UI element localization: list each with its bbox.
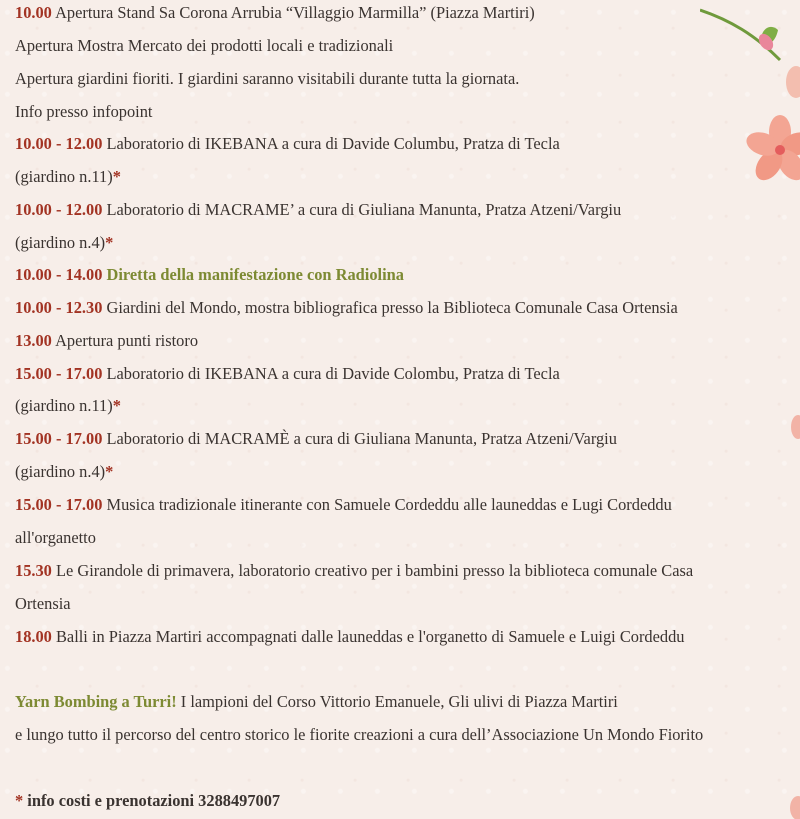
asterisk-mark: *	[105, 462, 114, 481]
event-text: Apertura Stand Sa Corona Arrubia “Villaggio Marmilla” (Piazza Martiri)	[51, 3, 535, 22]
program-line-5	[15, 134, 560, 154]
program-line-18	[15, 561, 693, 581]
event-text: all'organetto	[15, 528, 96, 547]
petal-decoration	[788, 412, 800, 442]
program-line-6	[15, 167, 121, 187]
time-label: 15.00 - 17.00	[15, 495, 103, 514]
petal-decoration	[786, 792, 800, 819]
petal	[786, 66, 800, 98]
program-line-4	[15, 102, 152, 122]
time-label: 13.00	[15, 331, 52, 350]
yarn-bombing-line-1	[15, 692, 618, 712]
event-text: Laboratorio di IKEBANA a cura di Davide Colombu, Pratza di Tecla	[102, 364, 560, 383]
program-line-20	[15, 627, 684, 647]
event-text: Laboratorio di MACRAME’ a cura di Giuliana Manunta, Pratza Atzeni/Vargiu	[102, 200, 622, 219]
asterisk-mark: *	[105, 233, 114, 252]
event-text: Info presso infopoint	[15, 102, 153, 121]
program-line-14	[15, 429, 617, 449]
event-text: Ortensia	[15, 594, 71, 613]
program-line-2	[15, 36, 393, 56]
event-text: (giardino n.4)	[15, 462, 106, 481]
time-label: 10.00	[15, 3, 52, 22]
yarn-bombing-text: e lungo tutto il percorso del centro storico le fiorite creazioni a cura dell’Associazione Un Mondo Fiorito	[15, 725, 704, 744]
program-line-11	[15, 331, 198, 351]
flower-branch-decoration	[700, 0, 800, 190]
yarn-bombing-line-2	[15, 725, 703, 745]
program-line-12	[15, 364, 560, 384]
event-text: Apertura Mostra Mercato dei prodotti locali e tradizionali	[15, 36, 394, 55]
program-line-1	[15, 3, 535, 23]
info-text: info costi e prenotazioni 3288497007	[23, 791, 281, 810]
asterisk-mark: *	[112, 396, 121, 415]
event-text: (giardino n.11)	[15, 396, 113, 415]
program-line-10	[15, 298, 678, 318]
time-label: 18.00	[15, 627, 52, 646]
program-line-17	[15, 528, 96, 548]
program-line-19	[15, 594, 71, 614]
yarn-bombing-text: I lampioni del Corso Vittorio Emanuele, Gli ulivi di Piazza Martiri	[176, 692, 618, 711]
event-text: Balli in Piazza Martiri accompagnati dalle launeddas e l'organetto di Samuele e Luigi Cordeddu	[51, 627, 685, 646]
blossom-flower	[743, 115, 800, 185]
time-label: 10.00 - 12.00	[15, 200, 103, 219]
event-text: Apertura giardini fioriti. I giardini saranno visitabili durante tutta la giornata.	[15, 69, 520, 88]
event-text: Le Girandole di primavera, laboratorio creativo per i bambini presso la biblioteca comunale Casa	[51, 561, 694, 580]
time-label: 15.00 - 17.00	[15, 364, 103, 383]
event-text: (giardino n.11)	[15, 167, 113, 186]
yarn-bombing-title: Yarn Bombing a Turri!	[15, 692, 177, 711]
time-label: 15.30	[15, 561, 52, 580]
program-line-8	[15, 233, 113, 253]
event-text: (giardino n.4)	[15, 233, 106, 252]
program-line-7	[15, 200, 621, 220]
info-line	[15, 791, 280, 811]
event-text: Musica tradizionale itinerante con Samuele Cordeddu alle launeddas e Lugi Cordeddu	[102, 495, 672, 514]
program-line-9	[15, 265, 404, 285]
event-text: Laboratorio di MACRAMÈ a cura di Giuliana Manunta, Pratza Atzeni/Vargiu	[102, 429, 617, 448]
time-label: 10.00 - 12.00	[15, 134, 103, 153]
event-text: Apertura punti ristoro	[51, 331, 199, 350]
event-text: Laboratorio di IKEBANA a cura di Davide Columbu, Pratza di Tecla	[102, 134, 560, 153]
event-text: Giardini del Mondo, mostra bibliografica presso la Biblioteca Comunale Casa Ortensia	[102, 298, 678, 317]
radio-broadcast-text: Diretta della manifestazione con Radiolina	[102, 265, 404, 284]
asterisk-mark: *	[112, 167, 121, 186]
program-line-13	[15, 396, 121, 416]
program-line-16	[15, 495, 672, 515]
asterisk-mark: *	[15, 791, 24, 810]
time-label: 15.00 - 17.00	[15, 429, 103, 448]
time-label: 10.00 - 14.00	[15, 265, 103, 284]
time-label: 10.00 - 12.30	[15, 298, 103, 317]
program-line-15	[15, 462, 113, 482]
program-line-3	[15, 69, 519, 89]
